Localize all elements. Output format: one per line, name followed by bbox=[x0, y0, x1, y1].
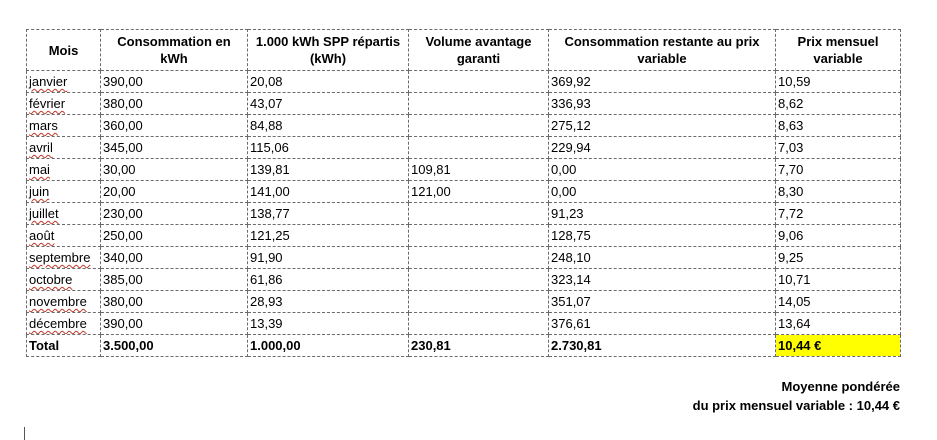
cell-spp-distributed: 13,39 bbox=[248, 313, 409, 335]
header-spp-distributed: 1.000 kWh SPP répartis (kWh) bbox=[248, 30, 409, 71]
cell-remaining-consumption: 91,23 bbox=[549, 203, 776, 225]
cell-consumption: 250,00 bbox=[101, 225, 248, 247]
table-row bbox=[27, 247, 901, 269]
table-row bbox=[27, 71, 901, 93]
cell-month: décembre bbox=[27, 313, 101, 335]
weighted-average-line1: Moyenne pondérée bbox=[781, 379, 900, 394]
cell-remaining-consumption: 229,94 bbox=[549, 137, 776, 159]
cell-month: septembre bbox=[27, 247, 101, 269]
header-monthly-price: Prix mensuel variable bbox=[776, 30, 901, 71]
cell-monthly-price: 7,03 bbox=[776, 137, 901, 159]
table-row bbox=[27, 159, 901, 181]
table-row bbox=[27, 291, 901, 313]
cell-consumption: 230,00 bbox=[101, 203, 248, 225]
cell-spp-distributed: 121,25 bbox=[248, 225, 409, 247]
cell-consumption: 390,00 bbox=[101, 313, 248, 335]
cell-guaranteed-volume bbox=[409, 93, 549, 115]
cell-consumption: 385,00 bbox=[101, 269, 248, 291]
cell-month: mars bbox=[27, 115, 101, 137]
weighted-average-line2: du prix mensuel variable : 10,44 € bbox=[692, 398, 900, 413]
total-consumption: 3.500,00 bbox=[101, 335, 248, 357]
cell-guaranteed-volume bbox=[409, 115, 549, 137]
consumption-table bbox=[26, 29, 901, 357]
cell-spp-distributed: 20,08 bbox=[248, 71, 409, 93]
cell-consumption: 30,00 bbox=[101, 159, 248, 181]
cell-month: juin bbox=[27, 181, 101, 203]
header-guaranteed-volume: Volume avantage garanti bbox=[409, 30, 549, 71]
cell-spp-distributed: 141,00 bbox=[248, 181, 409, 203]
table-row bbox=[27, 269, 901, 291]
cell-guaranteed-volume bbox=[409, 137, 549, 159]
table-row bbox=[27, 203, 901, 225]
total-remaining-consumption: 2.730,81 bbox=[549, 335, 776, 357]
cell-monthly-price: 7,70 bbox=[776, 159, 901, 181]
total-row bbox=[27, 335, 901, 357]
header-month: Mois bbox=[27, 30, 101, 71]
cell-spp-distributed: 139,81 bbox=[248, 159, 409, 181]
cell-spp-distributed: 61,86 bbox=[248, 269, 409, 291]
text-cursor bbox=[24, 427, 25, 440]
cell-monthly-price: 8,30 bbox=[776, 181, 901, 203]
cell-monthly-price: 10,71 bbox=[776, 269, 901, 291]
table-row bbox=[27, 115, 901, 137]
cell-monthly-price: 8,62 bbox=[776, 93, 901, 115]
cell-remaining-consumption: 0,00 bbox=[549, 181, 776, 203]
cell-month: avril bbox=[27, 137, 101, 159]
weighted-average-note bbox=[693, 377, 900, 415]
cell-month: mai bbox=[27, 159, 101, 181]
cell-monthly-price: 13,64 bbox=[776, 313, 901, 335]
cell-spp-distributed: 115,06 bbox=[248, 137, 409, 159]
cell-consumption: 360,00 bbox=[101, 115, 248, 137]
cell-consumption: 20,00 bbox=[101, 181, 248, 203]
cell-remaining-consumption: 248,10 bbox=[549, 247, 776, 269]
cell-guaranteed-volume bbox=[409, 225, 549, 247]
cell-remaining-consumption: 275,12 bbox=[549, 115, 776, 137]
cell-guaranteed-volume bbox=[409, 313, 549, 335]
cell-consumption: 380,00 bbox=[101, 93, 248, 115]
cell-consumption: 380,00 bbox=[101, 291, 248, 313]
cell-consumption: 345,00 bbox=[101, 137, 248, 159]
header-remaining-consumption: Consommation restante au prix variable bbox=[549, 30, 776, 71]
cell-guaranteed-volume bbox=[409, 203, 549, 225]
cell-monthly-price: 8,63 bbox=[776, 115, 901, 137]
cell-month: février bbox=[27, 93, 101, 115]
total-guaranteed-volume: 230,81 bbox=[409, 335, 549, 357]
cell-remaining-consumption: 323,14 bbox=[549, 269, 776, 291]
cell-spp-distributed: 28,93 bbox=[248, 291, 409, 313]
cell-month: août bbox=[27, 225, 101, 247]
total-spp-distributed: 1.000,00 bbox=[248, 335, 409, 357]
cell-month: novembre bbox=[27, 291, 101, 313]
header-consumption: Consommation en kWh bbox=[101, 30, 248, 71]
table-row bbox=[27, 225, 901, 247]
cell-guaranteed-volume bbox=[409, 247, 549, 269]
cell-month: octobre bbox=[27, 269, 101, 291]
table-row bbox=[27, 181, 901, 203]
cell-monthly-price: 9,25 bbox=[776, 247, 901, 269]
table-body bbox=[27, 71, 901, 357]
cell-guaranteed-volume bbox=[409, 71, 549, 93]
cell-guaranteed-volume: 121,00 bbox=[409, 181, 549, 203]
cell-consumption: 340,00 bbox=[101, 247, 248, 269]
table-row bbox=[27, 313, 901, 335]
cell-guaranteed-volume bbox=[409, 291, 549, 313]
total-monthly-price: 10,44 € bbox=[776, 335, 901, 357]
cell-monthly-price: 14,05 bbox=[776, 291, 901, 313]
cell-spp-distributed: 84,88 bbox=[248, 115, 409, 137]
cell-consumption: 390,00 bbox=[101, 71, 248, 93]
total-month: Total bbox=[27, 335, 101, 357]
cell-guaranteed-volume bbox=[409, 269, 549, 291]
cell-spp-distributed: 43,07 bbox=[248, 93, 409, 115]
cell-spp-distributed: 91,90 bbox=[248, 247, 409, 269]
cell-monthly-price: 7,72 bbox=[776, 203, 901, 225]
cell-remaining-consumption: 351,07 bbox=[549, 291, 776, 313]
cell-monthly-price: 10,59 bbox=[776, 71, 901, 93]
table-row bbox=[27, 137, 901, 159]
cell-remaining-consumption: 0,00 bbox=[549, 159, 776, 181]
table-row bbox=[27, 93, 901, 115]
cell-remaining-consumption: 376,61 bbox=[549, 313, 776, 335]
cell-remaining-consumption: 128,75 bbox=[549, 225, 776, 247]
cell-month: janvier bbox=[27, 71, 101, 93]
cell-month: juillet bbox=[27, 203, 101, 225]
cell-spp-distributed: 138,77 bbox=[248, 203, 409, 225]
cell-remaining-consumption: 369,92 bbox=[549, 71, 776, 93]
header-row bbox=[27, 30, 901, 71]
cell-monthly-price: 9,06 bbox=[776, 225, 901, 247]
cell-remaining-consumption: 336,93 bbox=[549, 93, 776, 115]
cell-guaranteed-volume: 109,81 bbox=[409, 159, 549, 181]
